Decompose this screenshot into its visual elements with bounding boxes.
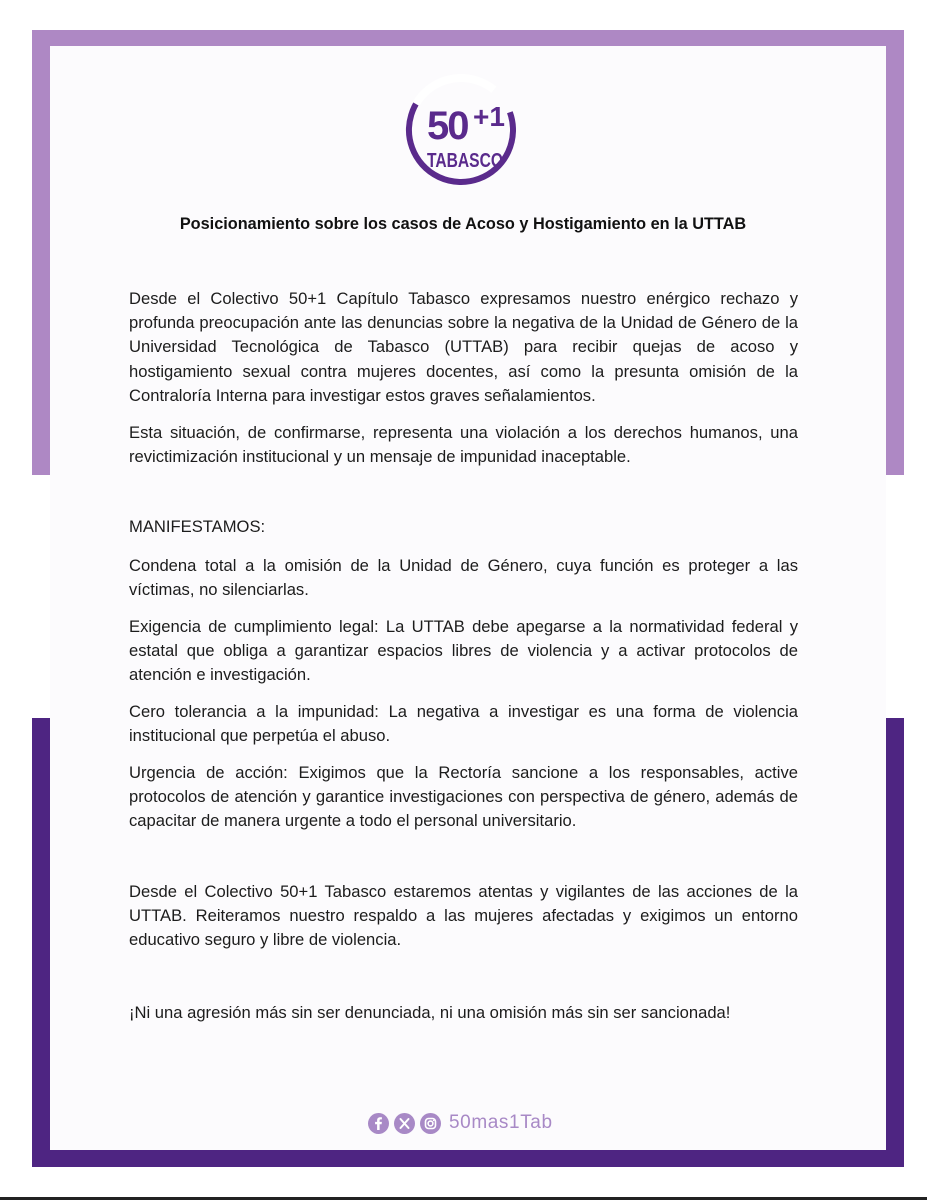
- logo-50mas1-tabasco: [383, 60, 543, 200]
- social-handle[interactable]: 50mas1Tab: [449, 1112, 553, 1133]
- manifest-point-4: Urgencia de acción: Exigimos que la Rectoría sancione a los responsables, active protocolos de atención y garantice investigaciones con perspectiva de género, además de capacitar de manera urgente a todo el personal universitario.: [129, 763, 798, 831]
- logo-number: 50: [427, 104, 468, 148]
- intro-paragraph-2: Esta situación, de confirmarse, representa una violación a los derechos humanos, una revictimización institucional y un mensaje de impunidad inaceptable.: [129, 423, 798, 467]
- social-footer: [368, 1110, 553, 1136]
- intro-paragraph-1: Desde el Colectivo 50+1 Capítulo Tabasco expresamos nuestro enérgico rechazo y profunda preocupación ante las denuncias sobre la negativa de la Unidad de Género de la Universidad Tecnológica de Tabasco (UTTAB) para recibir quejas de acoso y hostigamiento sexual contra mujeres docentes, así como la presunta omisión de la Contraloría Interna para investigar estos graves señalamientos.: [129, 289, 798, 405]
- document-title: Posicionamiento sobre los casos de Acoso y Hostigamiento en la UTTAB: [179, 215, 747, 233]
- manifest-point-3: Cero tolerancia a la impunidad: La negativa a investigar es una forma de violencia institucional que perpetúa el abuso.: [129, 702, 798, 746]
- x-icon[interactable]: [394, 1113, 415, 1134]
- logo-region: TABASCO: [427, 150, 503, 172]
- facebook-icon[interactable]: [368, 1113, 389, 1134]
- instagram-icon[interactable]: [420, 1113, 441, 1134]
- manifest-heading: MANIFESTAMOS:: [129, 517, 266, 536]
- logo-plus-one: +1: [473, 101, 505, 132]
- manifest-point-2: Exigencia de cumplimiento legal: La UTTAB debe apegarse a la normatividad federal y estatal que obliga a garantizar espacios libres de violencia y a activar protocolos de atención e investigación.: [129, 617, 798, 685]
- slogan: ¡Ni una agresión más sin ser denunciada, ni una omisión más sin ser sancionada!: [129, 1003, 731, 1022]
- manifest-point-1: Condena total a la omisión de la Unidad de Género, cuya función es proteger a las víctimas, no silenciarlas.: [129, 556, 798, 600]
- closing-paragraph: Desde el Colectivo 50+1 Tabasco estaremos atentas y vigilantes de las acciones de la UTTAB. Reiteramos nuestro respaldo a las mujeres afectadas y exigimos un entorno educativo seguro y libre de violencia.: [129, 882, 798, 950]
